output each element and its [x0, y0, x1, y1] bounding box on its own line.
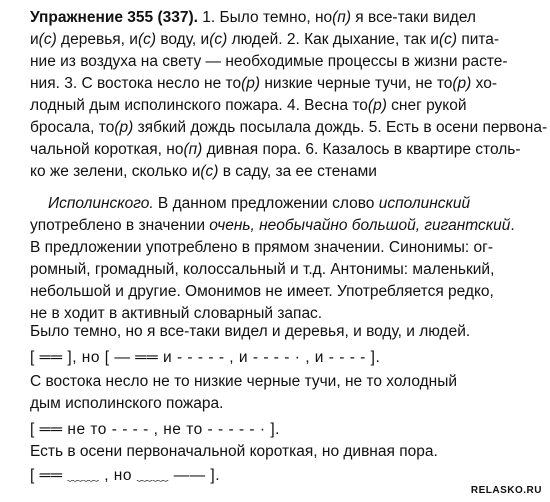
text-run: я все-таки видел: [351, 9, 476, 26]
text-run: (с): [209, 31, 228, 48]
parsing-line: [30, 466, 220, 486]
text-run: людей. 2. Как дыхание, так и: [227, 31, 439, 48]
parsing-scheme: [ ══ ﹏﹏ , но ﹏﹏ —— ].: [30, 467, 221, 484]
analysis-line: [30, 260, 494, 280]
text-run: дым исполинского пожара.: [30, 395, 224, 412]
text-run: не в ходит в активный словарный запас.: [30, 305, 323, 322]
text-run: зябкий дождь посылала дождь. 5. Есть в осени первона-: [133, 119, 548, 136]
parsing-line: [30, 442, 438, 462]
text-run: (р): [452, 75, 472, 92]
text-run: В предложении употреблено в прямом значении. Синонимы: ог-: [30, 239, 493, 256]
text-run: низкие черные тучи, не то: [260, 75, 453, 92]
exercise-line: [30, 8, 476, 28]
exercise-title: Упражнение 355 (337).: [30, 9, 198, 26]
text-run: (р): [241, 75, 261, 92]
text-run: ние из воздуха на свету — необходимые процессы в жизни расте-: [30, 53, 508, 70]
text-run: (с): [137, 31, 157, 48]
exercise-line: [30, 140, 521, 160]
text-run: бросала, то: [30, 119, 115, 136]
text-run: дивная пора. 6. Казалось в квартире столь-: [202, 141, 521, 158]
parsing-line: [30, 322, 470, 342]
exercise-line: [30, 52, 508, 72]
text-run: чальной короткая, но: [30, 141, 184, 158]
text-run: пита-: [457, 31, 500, 48]
text-run: Есть в осени первоначальной короткая, но дивная пора.: [30, 443, 438, 460]
text-run: (с): [438, 31, 458, 48]
text-run: исполинский: [378, 195, 471, 212]
text-run: употреблено в значении: [30, 217, 210, 234]
text-run: В данном предложении слово: [153, 195, 379, 212]
exercise-line: [30, 162, 377, 182]
text-run: воду, и: [156, 31, 210, 48]
text-run: (с): [38, 31, 57, 48]
parsing-line: [30, 394, 223, 414]
text-run: хо-: [471, 75, 498, 92]
watermark: RELASKO.RU: [470, 485, 542, 496]
text-run: снег рукой: [386, 97, 467, 114]
analysis-line: [30, 282, 494, 302]
text-run: С востока несло не то низкие черные тучи, не то холодный: [30, 373, 458, 390]
analysis-line: [30, 304, 322, 324]
text-run: ния. 3. С востока несло не то: [30, 75, 242, 92]
text-run: Было темно, но я все-таки видел и деревья, и воду, и людей.: [30, 323, 471, 340]
exercise-line: [30, 96, 467, 116]
text-run: (п): [183, 141, 203, 158]
text-run: ко же зелени, сколько и: [30, 163, 201, 180]
parsing-line: [30, 348, 380, 368]
exercise-line: [30, 74, 497, 94]
analysis-line: [30, 216, 515, 236]
analysis-line: [48, 194, 470, 214]
text-run: ромный, громадный, колоссальный и т.д. Антонимы: маленький,: [30, 261, 495, 278]
text-run: Исполинского.: [48, 195, 154, 212]
text-run: в саду, за ее стенами: [218, 163, 377, 180]
text-run: .: [510, 217, 515, 234]
exercise-line: [30, 118, 547, 138]
text-run: (р): [114, 119, 134, 136]
analysis-line: [30, 238, 493, 258]
parsing-line: [30, 372, 457, 392]
parsing-scheme: [ ══ не то ‑ ‑ ‑ ‑ , не то ‑ ‑ ‑ ‑ ‑ · ].: [30, 421, 280, 438]
parsing-line: [30, 420, 280, 440]
text-run: (р): [367, 97, 387, 114]
parsing-scheme: [ ══ ], но [ — ══ и ‑ ‑ ‑ ‑ ‑ , и ‑ ‑ ‑ ‑ · , и ‑ ‑ ‑ ‑ ].: [30, 349, 381, 366]
text-run: 1. Было темно, но: [202, 9, 333, 26]
text-run: деревья, и: [56, 31, 138, 48]
exercise-line: [30, 30, 499, 50]
text-run: очень, необычайно большой, гигантский: [209, 217, 511, 234]
text-run: небольшой и другие. Омонимов не имеет. Употребляется редко,: [30, 283, 494, 300]
text-run: (с): [200, 163, 219, 180]
text-run: (п): [332, 9, 351, 26]
text-run: и: [30, 31, 39, 48]
text-run: лодный дым исполинского пожара. 4. Весна то: [30, 97, 368, 114]
